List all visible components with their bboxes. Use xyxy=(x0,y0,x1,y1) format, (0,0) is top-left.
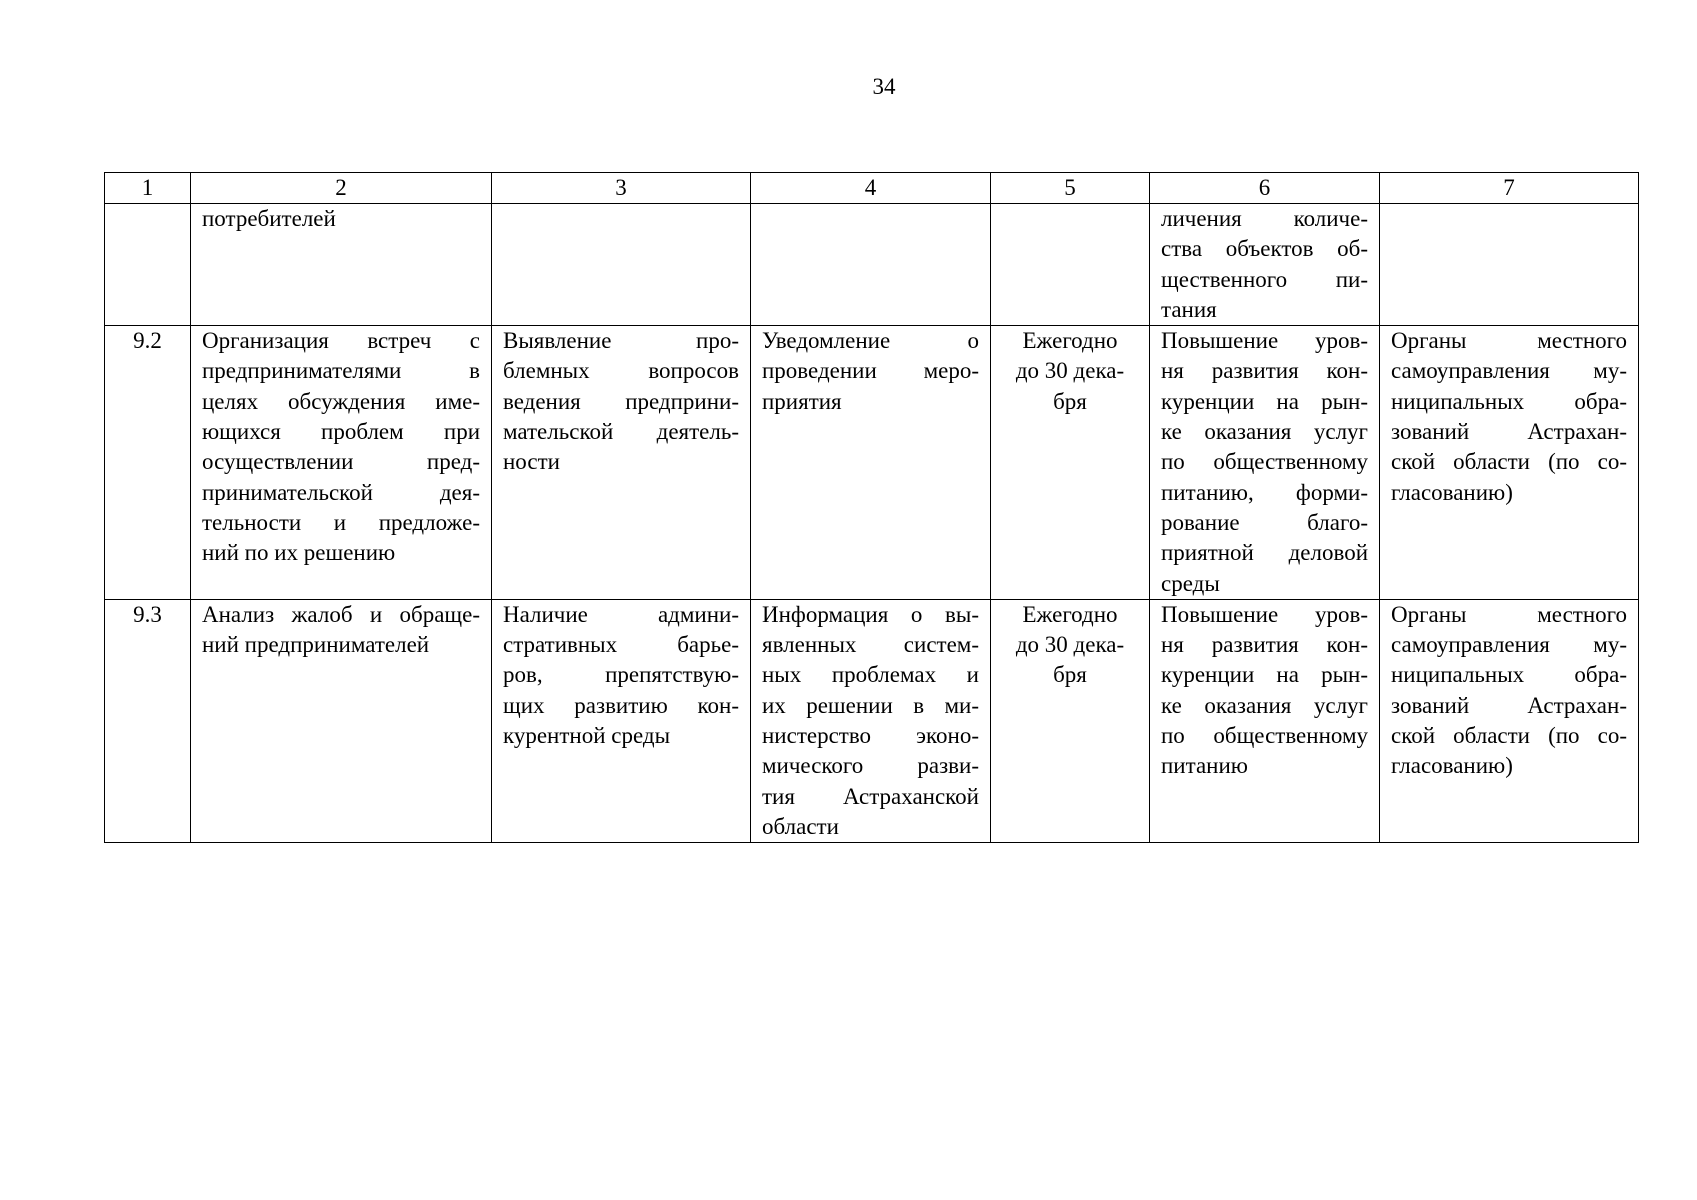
table-row xyxy=(105,204,1639,326)
cell-text-line: зований Астрахан- xyxy=(1391,419,1627,445)
cell-text-line: ний по их решению xyxy=(202,540,396,566)
table-cell-measure-name xyxy=(191,599,492,842)
cell-text-line: ке оказания услуг xyxy=(1161,692,1368,718)
cell-text-line: области xyxy=(762,813,839,839)
table-row xyxy=(105,599,1639,842)
column-number-row xyxy=(105,173,1639,204)
cell-text-line: тания xyxy=(1161,296,1217,322)
cell-text-line: по общественному xyxy=(1161,449,1368,475)
column-number: 5 xyxy=(991,173,1150,204)
cell-text-line: 9.2 xyxy=(133,328,162,354)
table-cell-deadline xyxy=(991,326,1150,600)
cell-text-line: Повышение уров- xyxy=(1161,601,1368,627)
table-cell-row-number xyxy=(105,326,191,600)
table-row xyxy=(105,326,1639,600)
cell-text-line: 9.3 xyxy=(133,601,162,627)
cell-text-line: предпринимателями в xyxy=(202,358,480,384)
cell-text-line: Органы местного xyxy=(1391,328,1627,354)
cell-text-line: личения количе- xyxy=(1161,206,1368,231)
cell-text-line: по общественному xyxy=(1161,723,1368,749)
cell-text-line: до 30 дека- xyxy=(1015,358,1125,384)
cell-text-line: Повышение уров- xyxy=(1161,328,1368,354)
table-body xyxy=(105,173,1639,843)
cell-text-line: среды xyxy=(1161,570,1220,596)
cell-text-line: ской области (по со- xyxy=(1391,449,1627,475)
cell-text-line: нистерство эконо- xyxy=(762,723,979,749)
cell-text-line: Выявление про- xyxy=(503,328,739,354)
cell-text-line: Анализ жалоб и обраще- xyxy=(202,601,480,627)
cell-text-line: тельности и предложе- xyxy=(202,509,480,535)
cell-text-line: зований Астрахан- xyxy=(1391,692,1627,718)
table-cell-result-form xyxy=(751,599,991,842)
cell-text-line: до 30 дека- xyxy=(1015,632,1125,658)
document-table xyxy=(104,172,1639,843)
cell-text-line: приятной деловой xyxy=(1161,540,1368,566)
table-cell-row-number xyxy=(105,204,191,326)
cell-text-line: рование благо- xyxy=(1161,509,1368,535)
cell-text-line: ведения предприни- xyxy=(503,388,739,414)
column-number: 2 xyxy=(191,173,492,204)
column-number: 7 xyxy=(1380,173,1639,204)
table-cell-responsible-executors xyxy=(1380,599,1639,842)
cell-text-line: куренции на рын- xyxy=(1161,388,1368,414)
cell-text-line: питанию, форми- xyxy=(1161,479,1368,505)
cell-text-line: питанию xyxy=(1161,753,1248,779)
table-cell-expected-result xyxy=(1150,326,1380,600)
cell-text-line: ниципальных обра- xyxy=(1391,662,1627,688)
cell-text-line: гласованию) xyxy=(1391,479,1513,505)
cell-text-line: ров, препятствую- xyxy=(503,662,739,688)
cell-text-line: щих развитию кон- xyxy=(503,692,739,718)
cell-text-line: мического разви- xyxy=(762,753,979,779)
table-cell-measure-name xyxy=(191,204,492,326)
table-cell-problem-description xyxy=(492,326,751,600)
cell-text-line: Органы местного xyxy=(1391,601,1627,627)
cell-text-line: Уведомление о xyxy=(762,328,979,354)
cell-text-line: потребителей xyxy=(202,206,336,231)
cell-text-line: гласованию) xyxy=(1391,753,1513,779)
table-cell-deadline xyxy=(991,204,1150,326)
table-cell-row-number xyxy=(105,599,191,842)
table-cell-result-form xyxy=(751,204,991,326)
cell-text-line: их решении в ми- xyxy=(762,692,979,718)
cell-text-line: ня развития кон- xyxy=(1161,632,1368,658)
cell-text-line: блемных вопросов xyxy=(503,358,739,384)
cell-text-line: ний предпринимателей xyxy=(202,632,430,658)
cell-text-line: бря xyxy=(1053,388,1087,414)
table-cell-problem-description xyxy=(492,599,751,842)
cell-text-line: самоуправления му- xyxy=(1391,358,1627,384)
cell-text-line: целях обсуждения име- xyxy=(202,388,480,414)
column-number: 1 xyxy=(105,173,191,204)
column-number: 4 xyxy=(751,173,991,204)
cell-text-line: Наличие админи- xyxy=(503,601,739,627)
table-cell-problem-description xyxy=(492,204,751,326)
cell-text-line: проведении меро- xyxy=(762,358,979,384)
cell-text-line: стративных барье- xyxy=(503,632,739,658)
cell-text-line: Ежегодно xyxy=(1022,601,1118,627)
cell-text-line: ской области (по со- xyxy=(1391,723,1627,749)
cell-text-line: тия Астраханской xyxy=(762,783,979,809)
cell-text-line: куренции на рын- xyxy=(1161,662,1368,688)
cell-text-line: ке оказания услуг xyxy=(1161,419,1368,445)
cell-text-line: ющихся проблем при xyxy=(202,419,480,445)
table-cell-expected-result xyxy=(1150,204,1380,326)
cell-text-line: бря xyxy=(1053,662,1087,688)
cell-text-line: ниципальных обра- xyxy=(1391,388,1627,414)
cell-text-line: принимательской дея- xyxy=(202,479,480,505)
cell-text-line: Информация о вы- xyxy=(762,601,979,627)
cell-text-line: самоуправления му- xyxy=(1391,632,1627,658)
cell-text-line: явленных систем- xyxy=(762,632,979,658)
table-cell-deadline xyxy=(991,599,1150,842)
table-cell-result-form xyxy=(751,326,991,600)
column-number: 3 xyxy=(492,173,751,204)
table-cell-measure-name xyxy=(191,326,492,600)
cell-text-line: курентной среды xyxy=(503,723,671,749)
cell-text-line: Ежегодно xyxy=(1022,328,1118,354)
column-number: 6 xyxy=(1150,173,1380,204)
cell-text-line: ных проблемах и xyxy=(762,662,979,688)
cell-text-line: ства объектов об- xyxy=(1161,236,1368,262)
table-cell-responsible-executors xyxy=(1380,326,1639,600)
table-cell-expected-result xyxy=(1150,599,1380,842)
cell-text-line: мательской деятель- xyxy=(503,419,739,445)
cell-text-line: приятия xyxy=(762,388,842,414)
cell-text-line: ня развития кон- xyxy=(1161,358,1368,384)
cell-text-line: Организация встреч с xyxy=(202,328,480,354)
table-cell-responsible-executors xyxy=(1380,204,1639,326)
cell-text-line: осуществлении пред- xyxy=(202,449,480,475)
cell-text-line: щественного пи- xyxy=(1161,266,1368,292)
cell-text-line: ности xyxy=(503,449,560,475)
page-number: 34 xyxy=(872,74,896,99)
